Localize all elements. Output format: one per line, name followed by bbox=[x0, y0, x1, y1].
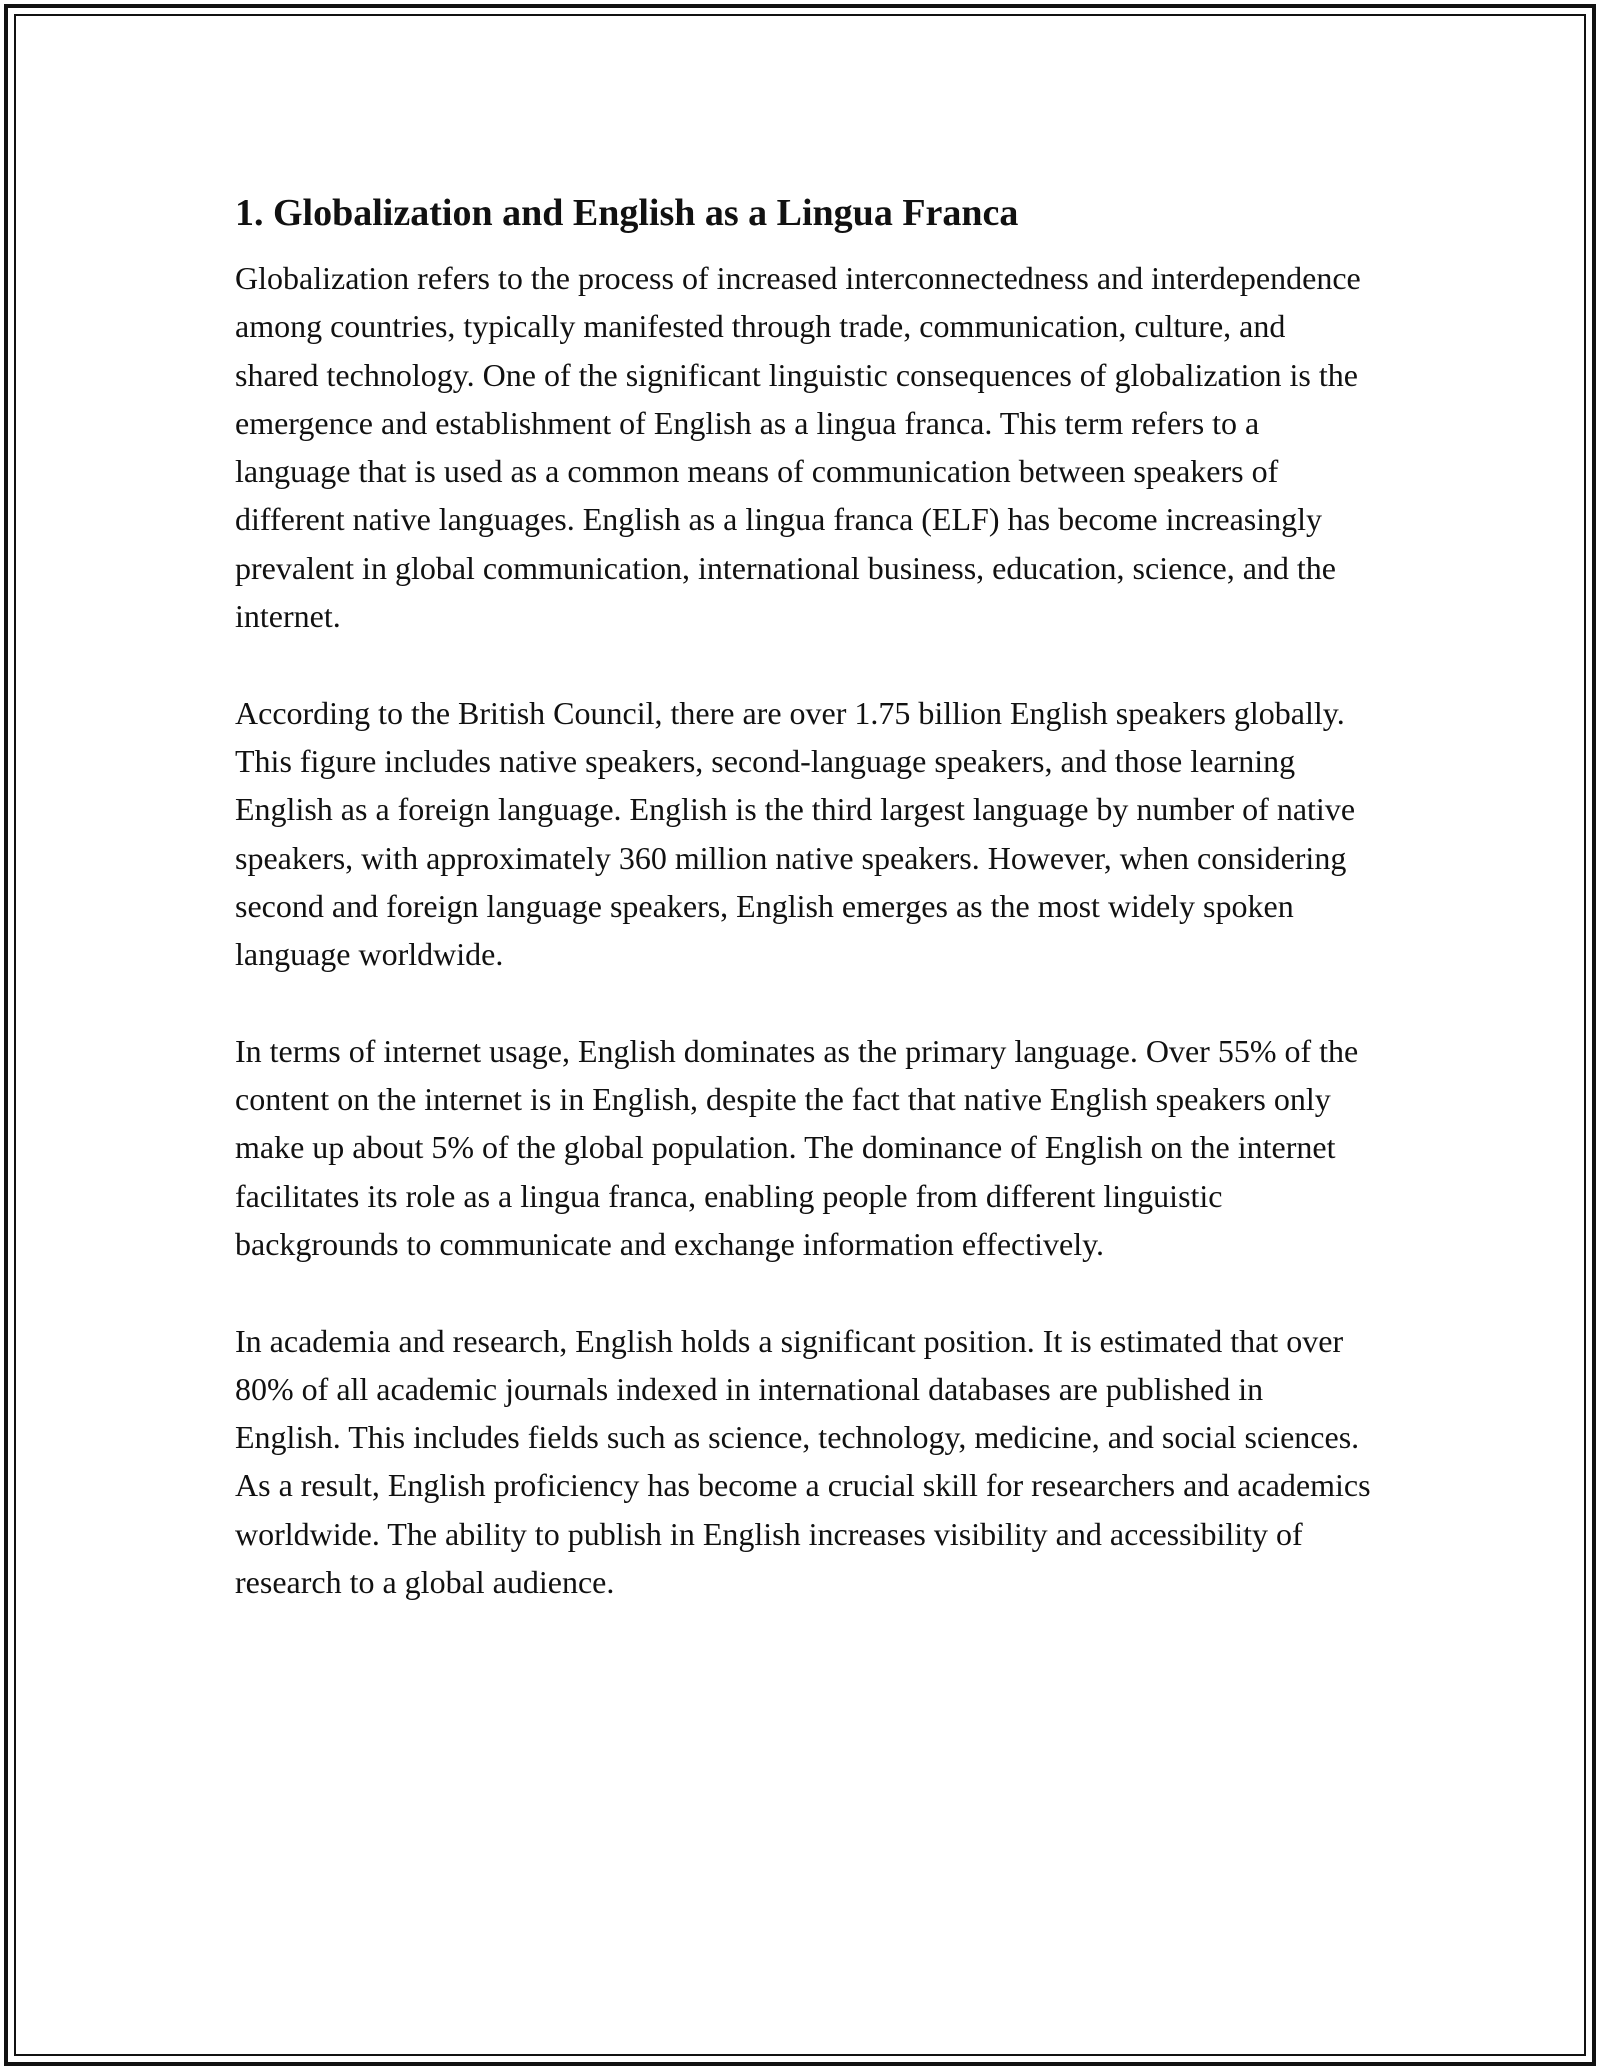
section-heading: 1. Globalization and English as a Lingua Franca bbox=[235, 192, 1019, 234]
paragraph-speakers: According to the British Council, there are over 1.75 billion English speakers globally. This figure includes native speakers, second-language speakers, and those learning English as a foreign language. English is the third largest language by number of native speakers, with approximately 360 million native speakers. However, when considering second and foreign language speakers, English emerges as the most widely spoken language worldwide. bbox=[235, 694, 1356, 973]
paragraph-globalization: Globalization refers to the process of increased interconnectedness and interdependence among countries, typically manifested through trade, communication, culture, and shared technology. One of the significant linguistic consequences of globalization is the emergence and establishment of English as a lingua franca. This term refers to a language that is used as a common means of communication between speakers of different native languages. English as a lingua franca (ELF) has become increasingly prevalent in global communication, international business, education, science, and the internet. bbox=[235, 260, 1361, 635]
paragraph-internet: In terms of internet usage, English dominates as the primary language. Over 55% of the content on the internet is in English, despite the fact that native English speakers only make up about 5% of the global population. The dominance of English on the internet facilitates its role as a lingua franca, enabling people from different linguistic backgrounds to communicate and exchange information effectively. bbox=[235, 1032, 1359, 1262]
paragraph-academia: In academia and research, English holds a significant position. It is estimated that over 80% of all academic journals indexed in international databases are published in English. This includes fields such as science, technology, medicine, and social sciences. As a result, English proficiency has become a crucial skill for researchers and academics worldwide. The ability to publish in English increases visibility and accessibility of research to a global audience. bbox=[235, 1322, 1371, 1601]
document-body bbox=[235, 182, 1375, 1606]
